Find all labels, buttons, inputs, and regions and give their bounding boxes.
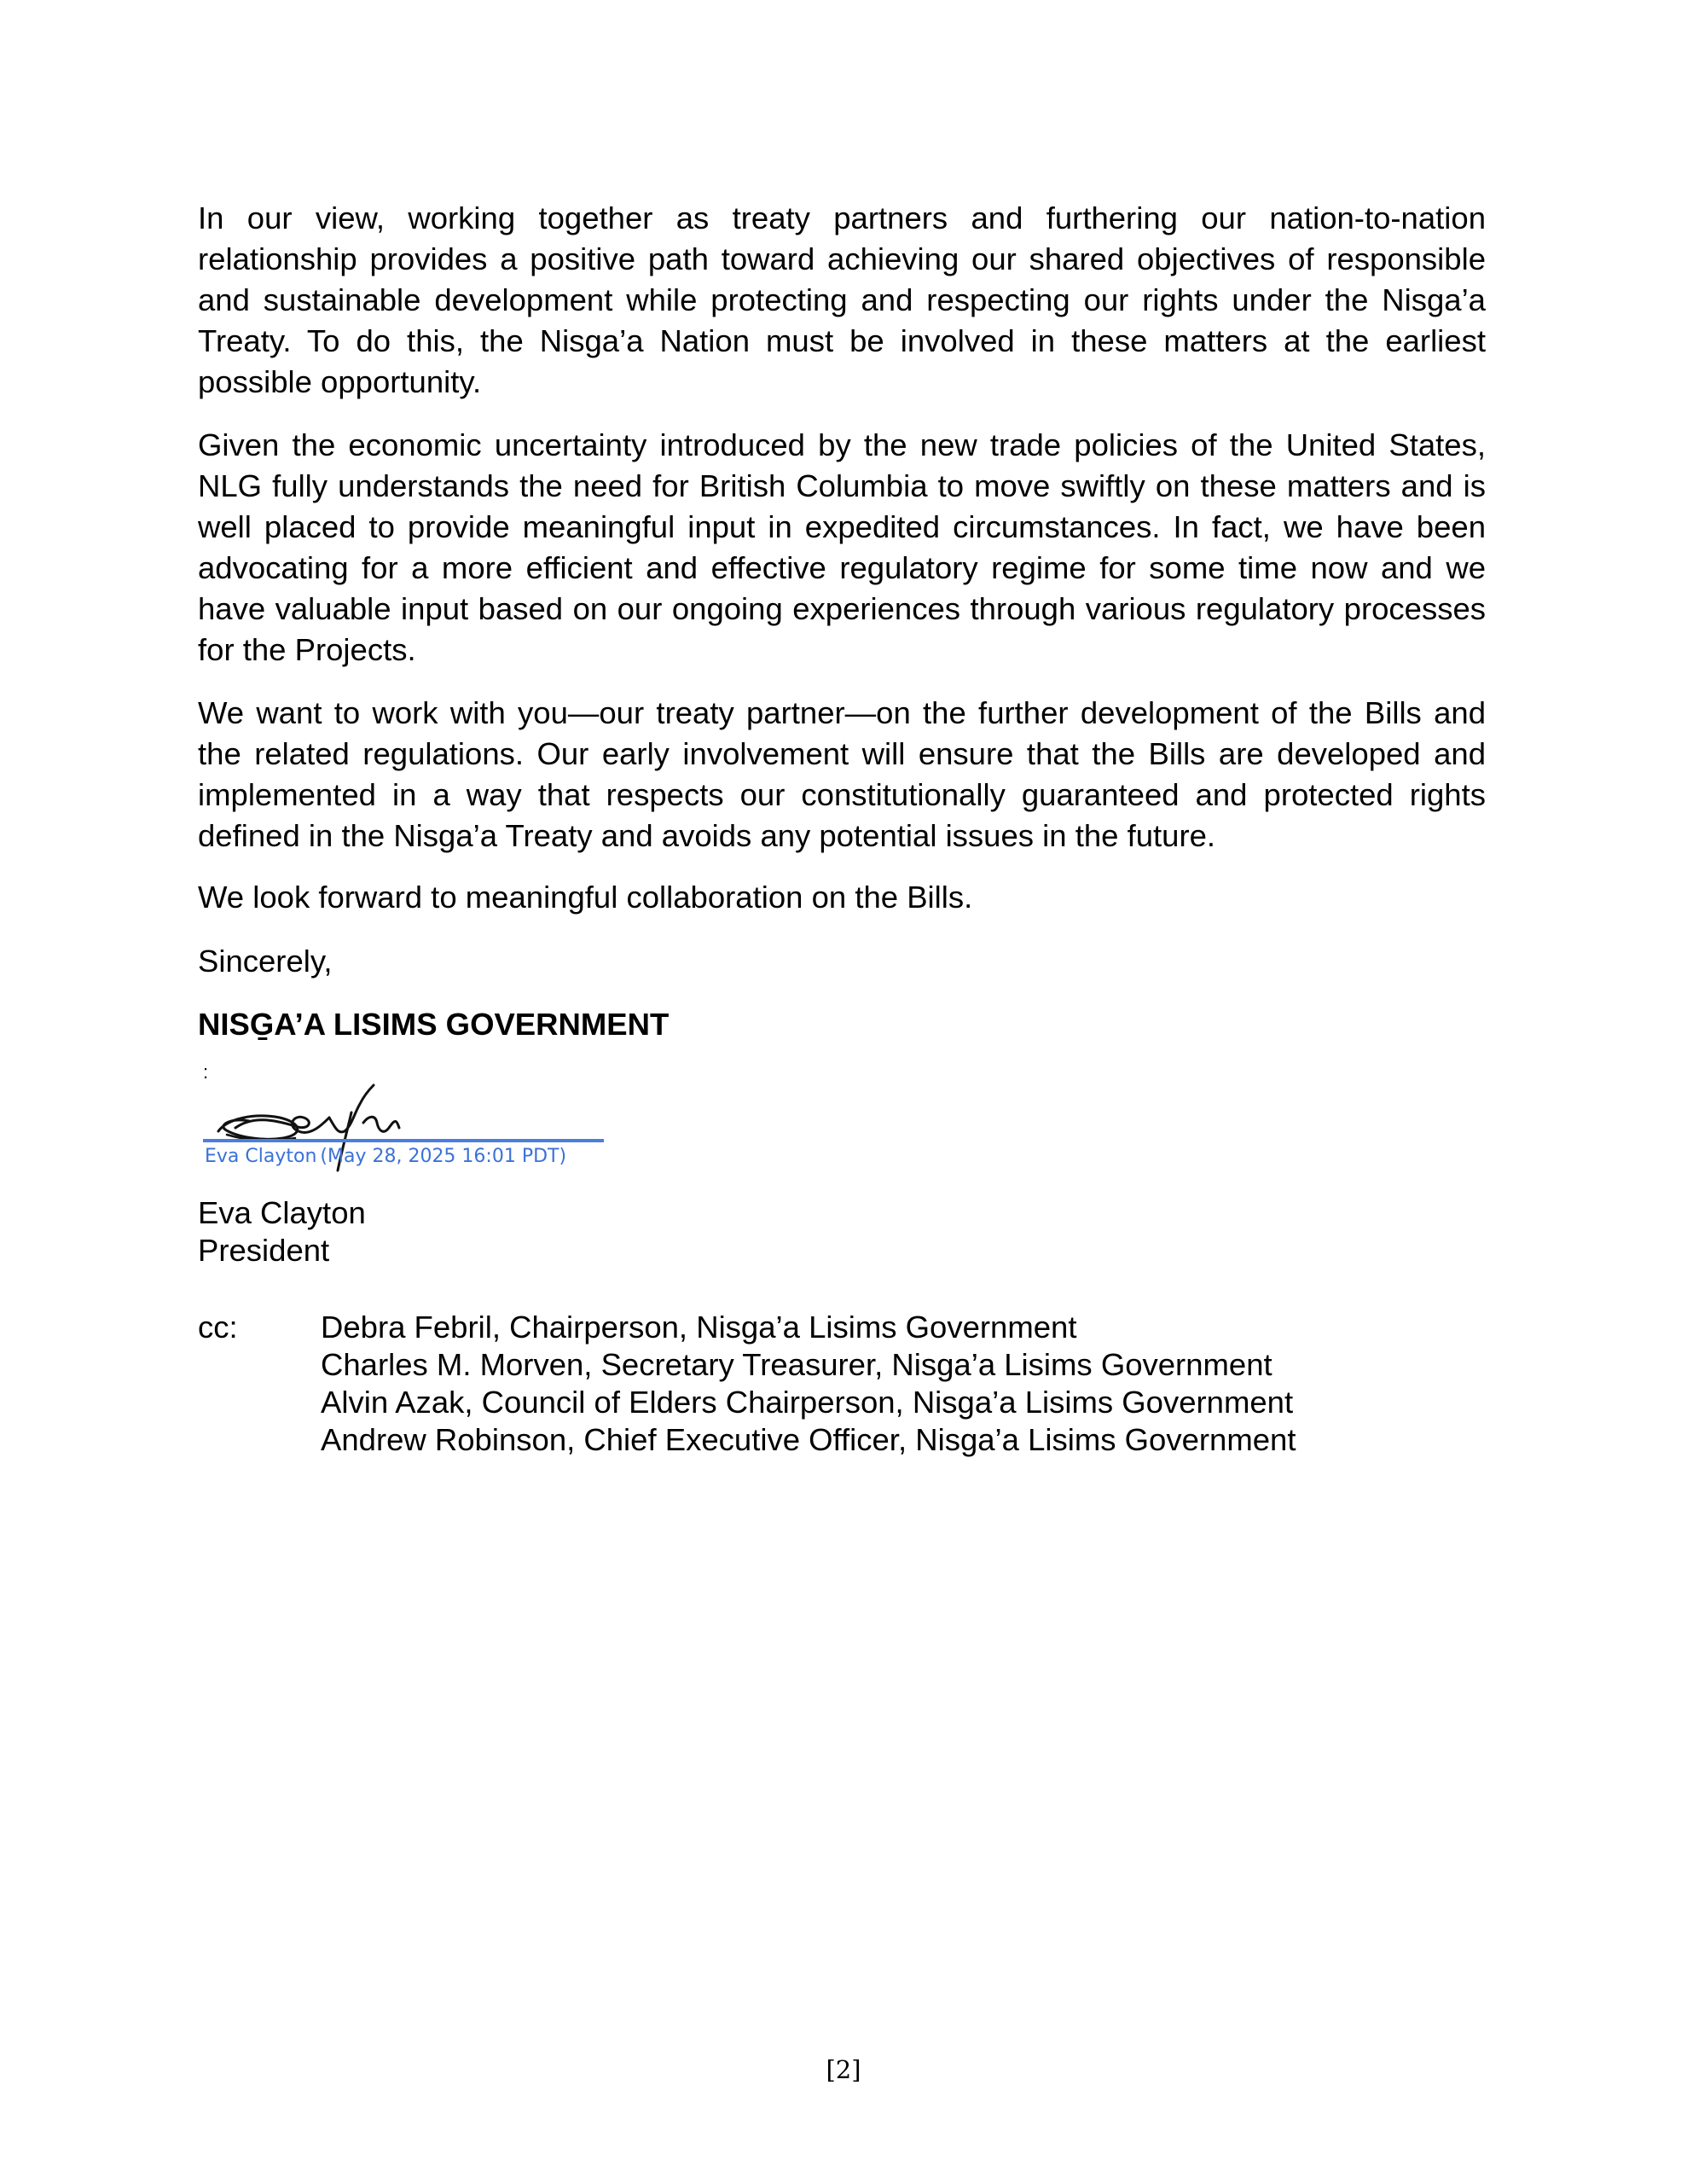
page-number: [2]	[826, 2055, 861, 2084]
cc-recipient: Charles M. Morven, Secretary Treasurer, Nisga’a Lisims Government	[321, 1347, 1272, 1382]
paragraph-work-with-you	[198, 693, 1486, 857]
signer-name: Eva Clayton	[198, 1195, 366, 1230]
closing-salutation: Sincerely,	[198, 944, 333, 979]
cc-label: cc:	[198, 1310, 238, 1345]
e-signature-block	[201, 1075, 611, 1177]
cc-recipient-list	[321, 1309, 1296, 1459]
signature-name: Eva Clayton	[205, 1146, 317, 1167]
paragraph-text: In our view, working together as treaty partners and furthering our nation-to-nation relationship provides a positive path toward achieving our shared objectives of responsible and sustainable development while protecting and respecting our rights under the Nisga’a Treaty. To do this, the Nisga’a Nation must be involved in these matters at the earliest possible opportunity.	[198, 200, 1486, 399]
cc-recipient: Debra Febril, Chairperson, Nisga’a Lisims Government	[321, 1310, 1077, 1345]
paragraph-text: We want to work with you—our treaty partner—on the further development of the Bills and the related regulations. Our early involvement will ensure that the Bills are developed and implemented in a way that respects our constitutionally guaranteed and protected rights defined in the Nisga’a Treaty and avoids any potential issues in the future.	[198, 695, 1486, 853]
signature-marker: :	[203, 1061, 209, 1083]
paragraph-text: We look forward to meaningful collaboration on the Bills.	[198, 880, 973, 915]
signer-title: President	[198, 1233, 330, 1268]
cc-recipient: Alvin Azak, Council of Elders Chairperson, Nisga’a Lisims Government	[321, 1385, 1294, 1420]
signature-caption	[205, 1145, 566, 1169]
signer-block	[198, 1194, 366, 1269]
paragraph-treaty-partners	[198, 198, 1486, 403]
signature-timestamp: (May 28, 2025 16:01 PDT)	[320, 1146, 567, 1167]
paragraph-look-forward	[198, 877, 1486, 918]
paragraph-economic-uncertainty	[198, 425, 1486, 671]
signature-line	[203, 1139, 604, 1142]
cc-recipient: Andrew Robinson, Chief Executive Officer, Nisga’a Lisims Government	[321, 1422, 1296, 1457]
organization-name: NISG̱A’A LISIMS GOVERNMENT	[198, 1007, 670, 1042]
paragraph-text: Given the economic uncertainty introduced by the new trade policies of the United States, NLG fully understands the need for British Columbia to move swiftly on these matters and is well placed to provide meaningful input in expedited circumstances. In fact, we have been advocating for a more efficient and effective regulatory regime for some time now and we have valuable input based on our ongoing experiences through various regulatory processes for the Projects.	[198, 427, 1486, 667]
